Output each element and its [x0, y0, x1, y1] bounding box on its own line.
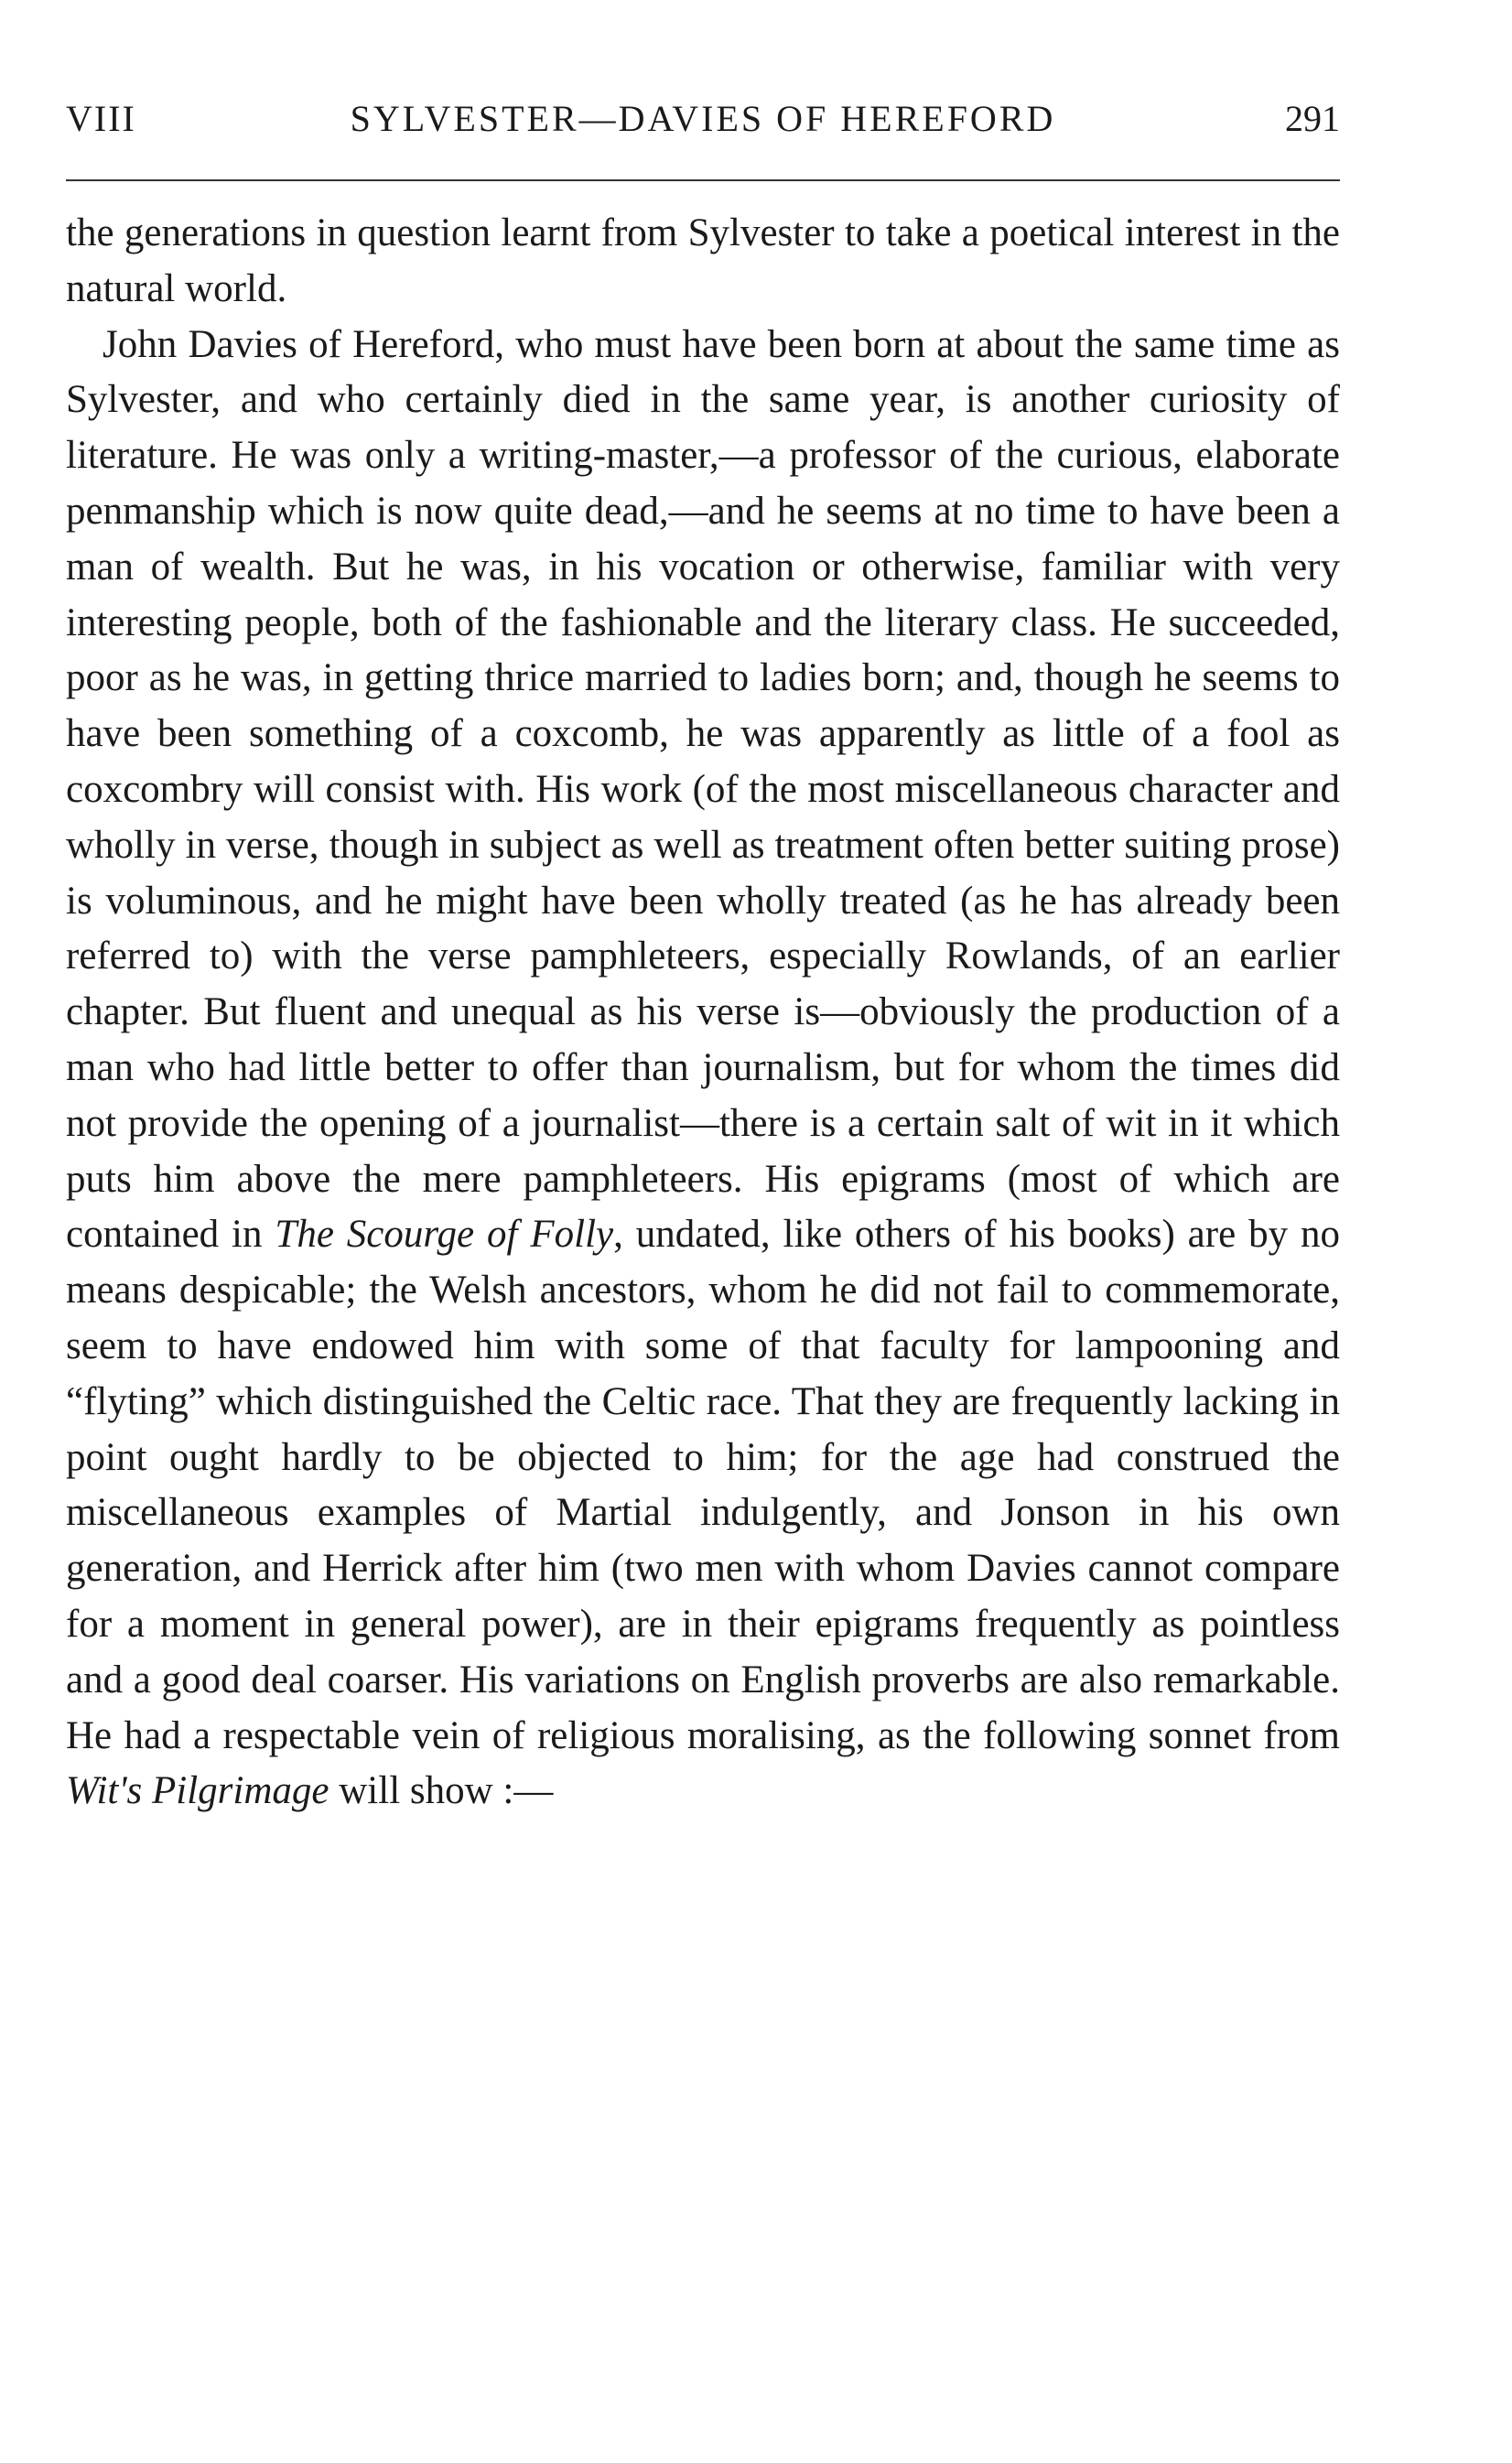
header-rule: [66, 179, 1340, 181]
paragraph-text: John Davies of Hereford, who must have been born at about the same time as Sylvester, and who certainly died in the same year, is another curiosity of literature. He was only a writing-master,—a professor of the curious, elaborate penmanship which is now quite dead,—and he seems at no time to have been a man of wealth. But he was, in his vocation or otherwise, familiar with very interesting people, both of the fashionable and the literary class. He succeeded, poor as he was, in getting thrice married to ladies born; and, though he seems to have been something of a coxcomb, he was apparently as little of a fool as coxcombry will consist with. His work (of the most miscellaneous character and wholly in verse, though in subject as well as treatment often better suiting prose) is voluminous, and he might have been wholly treated (as he has already been referred to) with the verse pamphleteers, especially Rowlands, of an earlier chapter. But fluent and unequal as his verse is—obviously the production of a man who had little better to offer than journalism, but for whom the times did not provide the opening of a journalist—there is a certain salt of wit in it which puts him above the mere pamphleteers. His epigrams (most of which are contained in: [66, 322, 1340, 1257]
body-text: [66, 206, 1340, 1820]
running-head: [66, 97, 1340, 152]
paragraph-davies: [66, 318, 1340, 1820]
book-page: [66, 0, 1340, 2463]
running-title: SYLVESTER—DAVIES OF HEREFORD: [350, 98, 1056, 139]
book-title-scourge: The Scourge of Folly: [275, 1213, 614, 1257]
paragraph-text: will show :—: [329, 1769, 554, 1813]
page-number: 291: [1285, 98, 1340, 139]
book-title-pilgrimage: Wit's Pilgrimage: [66, 1769, 329, 1813]
paragraph-text: , undated, like others of his books) are by no means despicable; the Welsh ancestors, whom he did not fail to commemorate, seem to have endowed him with some of that faculty for lampooning and “flyting” which distinguished the Celtic race. That they are frequently lacking in point ought hardly to be objected to him; for the age had construed the miscellaneous examples of Martial indulgently, and Jonson in his own generation, and Herrick after him (two men with whom Davies cannot compare for a moment in general power), are in their epigrams frequently as pointless and a good deal coarser. His variations on English proverbs are also remarkable. He had a respectable vein of religious moralising, as the following sonnet from: [66, 1213, 1340, 1757]
chapter-number: VIII: [66, 98, 136, 139]
paragraph-continued: the generations in question learnt from Sylvester to take a poetical interest in the natural world.: [66, 211, 1340, 310]
